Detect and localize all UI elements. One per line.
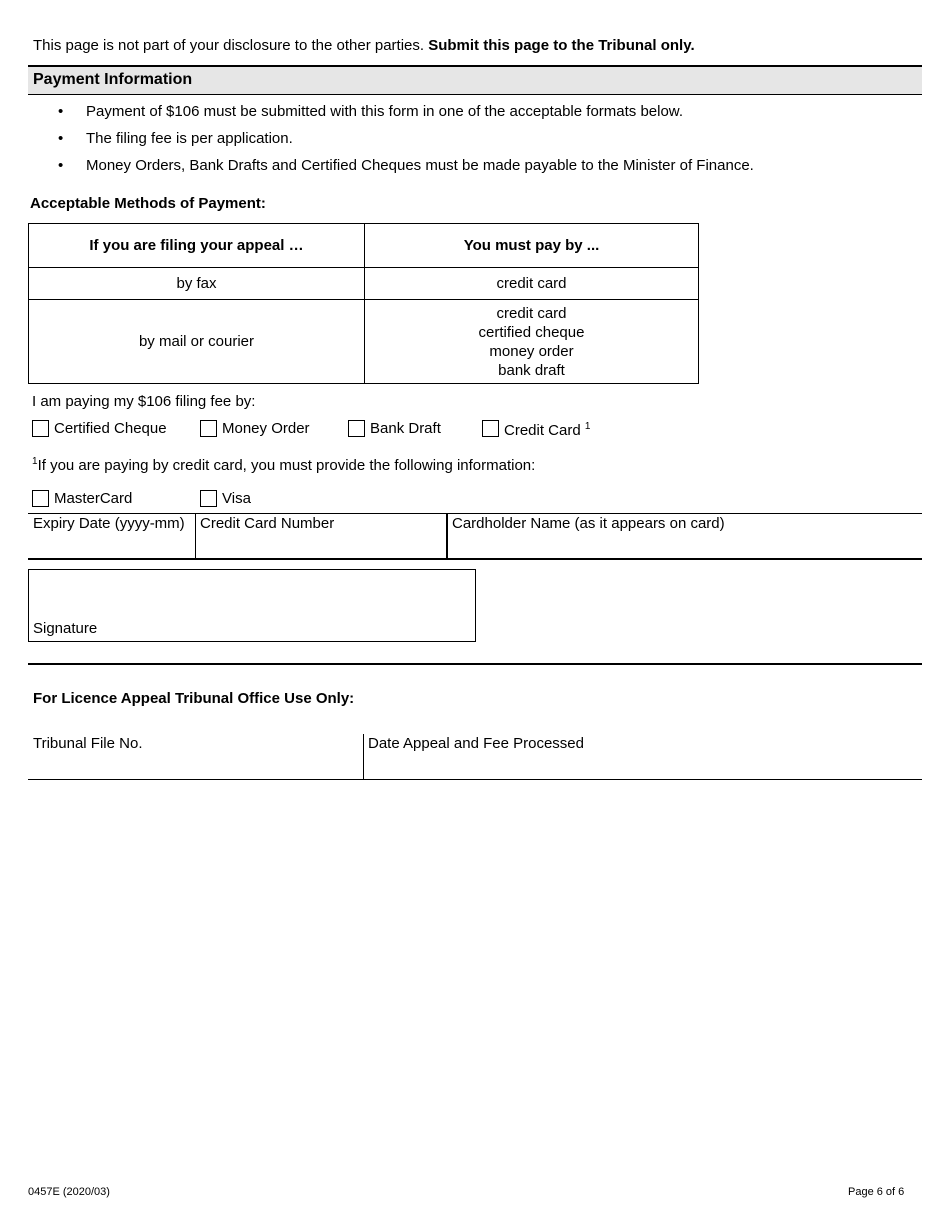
table-header-filing: If you are filing your appeal … — [29, 224, 365, 268]
bank-draft-label: Bank Draft — [370, 420, 441, 437]
table-row — [29, 268, 699, 300]
table-cell-pay — [365, 300, 699, 384]
table-header-pay: You must pay by ... — [365, 224, 699, 268]
bullet-fee-amount: Payment of $106 must be submitted with this form in one of the acceptable formats below. — [86, 103, 683, 120]
bullet-payable-to: Money Orders, Bank Drafts and Certified Cheques must be made payable to the Minister of Finance. — [86, 157, 754, 174]
footnote-marker: 1 — [32, 456, 38, 467]
credit-card-text: Credit Card — [504, 422, 581, 439]
bullet-per-application: The filing fee is per application. — [86, 130, 293, 147]
certified-cheque-label: Certified Cheque — [54, 420, 167, 437]
bullet-symbol: • — [58, 157, 64, 174]
form-id: 0457E (2020/03) — [28, 1186, 110, 1198]
paying-fee-label: I am paying my $106 filing fee by: — [32, 393, 256, 410]
pay-method: certified cheque — [478, 323, 585, 341]
mastercard-label: MasterCard — [54, 490, 133, 507]
payment-methods-table — [28, 223, 699, 384]
tribunal-file-no-field[interactable]: Tribunal File No. — [33, 735, 143, 752]
intro-bold-text: Submit this page to the Tribunal only. — [428, 37, 695, 54]
bullet-symbol: • — [58, 130, 64, 147]
signature-box[interactable] — [28, 569, 476, 642]
pay-method: bank draft — [498, 361, 565, 379]
pay-method: money order — [489, 342, 574, 360]
table-header-row — [29, 224, 699, 268]
card-fields-top-rule — [28, 513, 922, 514]
credit-card-note-text: If you are paying by credit card, you must provide the following information: — [37, 457, 536, 474]
section-title: Payment Information — [33, 71, 193, 88]
office-use-heading: For Licence Appeal Tribunal Office Use Only: — [33, 690, 355, 707]
card-fields-bottom-rule — [28, 558, 922, 560]
footnote-marker: 1 — [584, 421, 591, 432]
cardholder-name-field[interactable]: Cardholder Name (as it appears on card) — [452, 515, 725, 532]
office-fields-bottom-rule — [28, 779, 922, 780]
page-number: Page 6 of 6 — [848, 1186, 905, 1198]
table-cell-filing: by fax — [29, 268, 365, 300]
mastercard-checkbox[interactable] — [32, 490, 49, 507]
intro-normal-text: This page is not part of your disclosure to the other parties. — [33, 37, 425, 54]
pay-method: credit card — [496, 304, 567, 322]
methods-heading: Acceptable Methods of Payment: — [30, 195, 266, 212]
table-cell-filing: by mail or courier — [29, 300, 365, 384]
money-order-checkbox[interactable] — [200, 420, 217, 437]
expiry-date-field[interactable]: Expiry Date (yyyy-mm) — [33, 515, 185, 532]
visa-checkbox[interactable] — [200, 490, 217, 507]
signature-label: Signature — [33, 620, 98, 637]
date-processed-field[interactable]: Date Appeal and Fee Processed — [368, 735, 584, 752]
section-divider — [28, 663, 922, 665]
table-cell-pay: credit card — [365, 268, 699, 300]
bank-draft-checkbox[interactable] — [348, 420, 365, 437]
credit-card-checkbox[interactable] — [482, 420, 499, 437]
money-order-label: Money Order — [222, 420, 310, 437]
certified-cheque-checkbox[interactable] — [32, 420, 49, 437]
table-row — [29, 300, 699, 384]
section-header-payment — [28, 65, 922, 95]
intro-note — [33, 37, 695, 54]
visa-label: Visa — [222, 490, 251, 507]
credit-card-note — [32, 456, 535, 474]
card-field-divider — [195, 513, 196, 558]
bullet-symbol: • — [58, 103, 64, 120]
card-field-divider — [446, 513, 448, 558]
credit-card-number-field[interactable]: Credit Card Number — [200, 515, 335, 532]
office-field-divider — [363, 734, 364, 779]
credit-card-label — [504, 421, 590, 439]
